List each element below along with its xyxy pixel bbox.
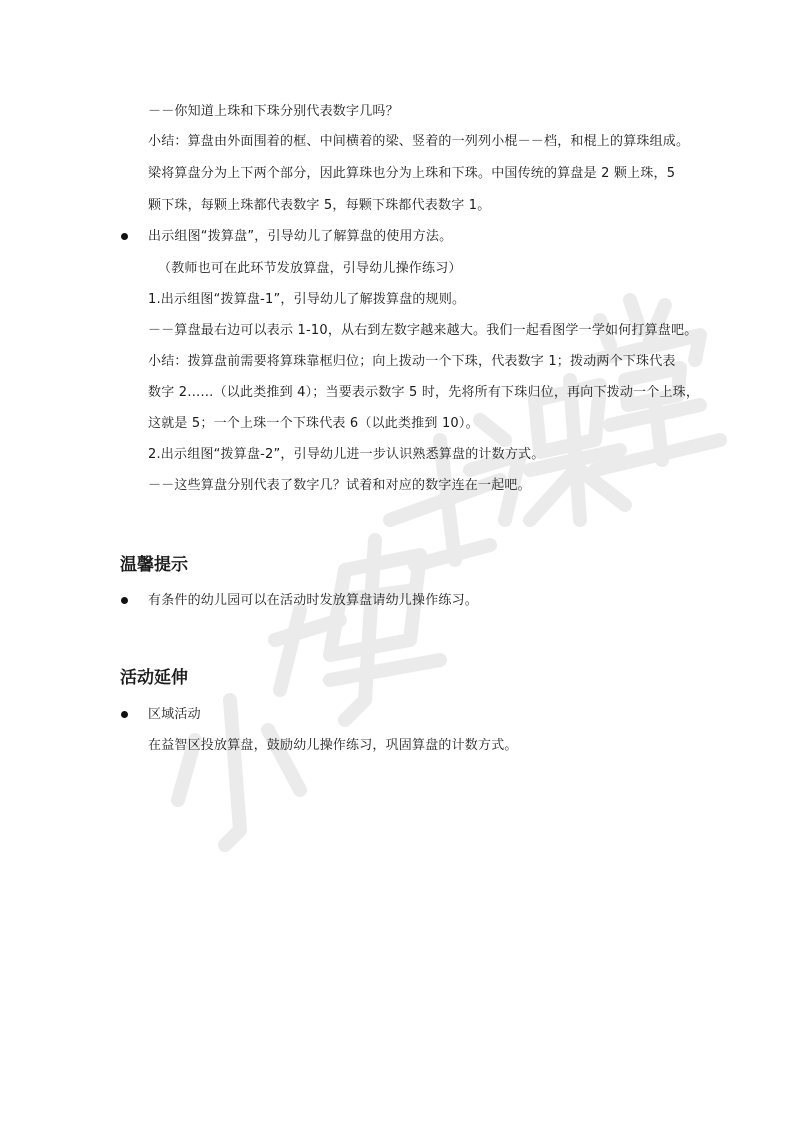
- summary-1-line-1: 小结：算盘由外面围着的框、中间横着的梁、竖着的一列列小棍－－档，和棍上的算珠组成。: [148, 134, 690, 149]
- summary-1-line-2: 梁将算盘分为上下两个部分，因此算珠也分为上珠和下珠。中国传统的算盘是 2 颗上珠，5: [148, 166, 676, 181]
- bullet-icon: [121, 597, 128, 604]
- bullet-icon: [121, 711, 128, 718]
- watermark-stroke: [280, 610, 300, 690]
- tips-heading: 温馨提示: [120, 555, 188, 575]
- watermark-stroke: [595, 440, 720, 470]
- intro-question: －－你知道上珠和下珠分别代表数字几吗？: [148, 104, 399, 119]
- bullet-icon: [121, 233, 128, 240]
- watermark-stroke: [275, 620, 340, 640]
- watermark-stroke: [225, 700, 240, 845]
- teacher-note: （教师也可在此环节发放算盘，引导幼儿操作练习）: [158, 261, 462, 276]
- step-1: 1.出示组图“拨算盘-1”，引导幼儿了解拨算盘的规则。: [148, 292, 466, 307]
- summary-2-line-3: 这就是 5；一个上珠一个下珠代表 6（以此类推到 10）。: [148, 416, 479, 431]
- watermark-stroke: [580, 470, 625, 505]
- summary-1-line-3: 颗下珠，每颗上珠都代表数字 5，每颗下珠都代表数字 1。: [148, 198, 491, 213]
- extension-heading: 活动延伸: [120, 668, 188, 688]
- summary-2-line-1: 小结：拨算盘前需要将算珠靠框归位；向上拨动一个下珠，代表数字 1；拨动两个下珠代表: [148, 354, 676, 369]
- bullet-show-text: 出示组图“拨算盘”，引导幼儿了解算盘的使用方法。: [148, 229, 453, 244]
- watermark-stroke: [655, 400, 662, 460]
- step-2-question: －－这些算盘分别代表了数字几？试着和对应的数字连在一起吧。: [148, 478, 531, 493]
- tips-item: 有条件的幼儿园可以在活动时发放算盘请幼儿操作练习。: [148, 593, 479, 608]
- watermark-stroke: [415, 545, 490, 565]
- watermark-stroke: [330, 660, 440, 680]
- extension-item: 区域活动: [148, 707, 201, 722]
- step-2: 2.出示组图“拨算盘-2”，引导幼儿进一步认识熟悉算盘的计数方式。: [148, 447, 545, 462]
- watermark-stroke: [480, 420, 505, 440]
- step-1-question: －－算盘最右边可以表示 1-10，从右到左数字越来越大。我们一起看图学一学如何打算盘吧。: [148, 323, 698, 338]
- watermark-stroke: [530, 470, 575, 520]
- summary-2-line-2: 数字 2……（以此类推到 4）；当要表示数字 5 时，先将所有下珠归位，再向下拨动一个上珠，: [148, 385, 700, 400]
- extension-detail: 在益智区投放算盘，鼓励幼儿操作练习，巩固算盘的计数方式。: [148, 738, 518, 753]
- watermark-stroke: [610, 405, 700, 425]
- watermark-stroke: [345, 540, 375, 720]
